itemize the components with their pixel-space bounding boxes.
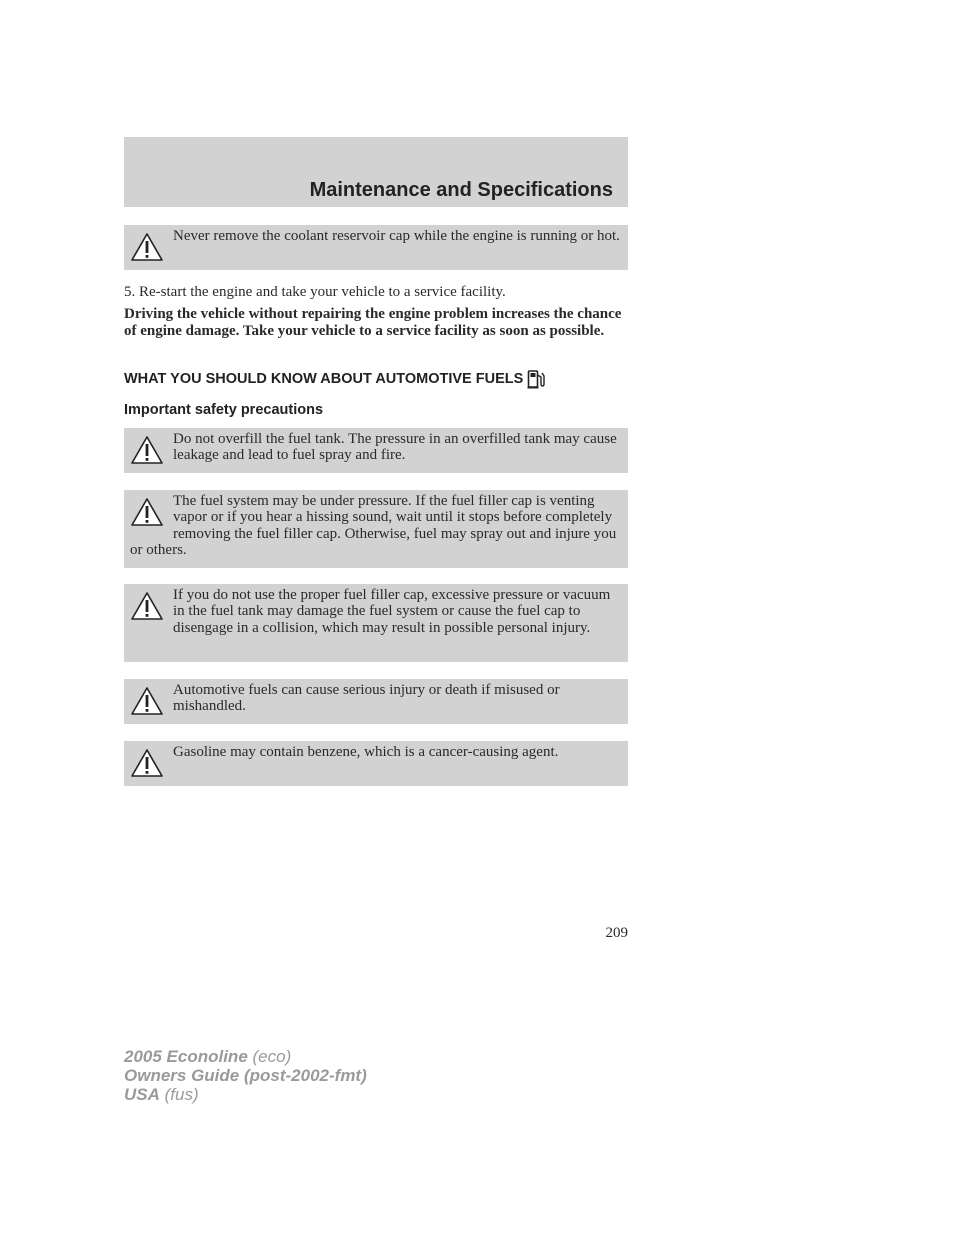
warning-text: Do not overfill the fuel tank. The pressure in an overfilled tank may cause leakage and lead to fuel spray and fire.	[173, 431, 617, 464]
footer-guide: Owners Guide (post-2002-fmt)	[124, 1066, 367, 1085]
footer-line-1	[124, 1047, 367, 1066]
sub-heading: Important safety precautions	[124, 402, 324, 418]
warning-box-coolant	[124, 225, 628, 270]
engine-damage-note: Driving the vehicle without repairing the engine problem increases the chance of engine damage. Take your vehicle to a service facility as soon as possible.	[124, 306, 622, 339]
warning-text: Gasoline may contain benzene, which is a cancer-causing agent.	[173, 744, 559, 760]
warning-box-filler-cap	[124, 584, 628, 662]
document-footer	[124, 1047, 367, 1104]
warning-box-misuse	[124, 679, 628, 724]
warning-box-overfill	[124, 428, 628, 473]
warning-text: Never remove the coolant reservoir cap while the engine is running or hot.	[173, 228, 620, 244]
warning-triangle-icon	[130, 748, 164, 778]
warning-triangle-icon	[130, 591, 164, 621]
section-heading-text: WHAT YOU SHOULD KNOW ABOUT AUTOMOTIVE FUELS	[124, 371, 524, 387]
fuel-pump-icon	[527, 369, 545, 389]
warning-triangle-icon	[130, 435, 164, 465]
warning-text: The fuel system may be under pressure. If the fuel filler cap is venting vapor or if you hear a hissing sound, wait until it stops before completely removing the fuel filler cap. Otherwise, fuel may spray out and injure you or others.	[130, 493, 617, 559]
footer-line-2	[124, 1066, 367, 1085]
footer-region-code: (fus)	[164, 1085, 199, 1104]
warning-box-benzene	[124, 741, 628, 786]
footer-model: 2005 Econoline	[124, 1047, 248, 1066]
page-number: 209	[605, 925, 628, 941]
warning-triangle-icon	[130, 232, 164, 262]
section-heading	[124, 369, 545, 389]
footer-region: USA	[124, 1085, 160, 1104]
warning-box-pressure	[124, 490, 628, 568]
step-5-text: 5. Re-start the engine and take your vehicle to a service facility.	[124, 284, 506, 300]
page-title: Maintenance and Specifications	[309, 179, 613, 201]
warning-text: Automotive fuels can cause serious injury or death if misused or mishandled.	[173, 682, 560, 715]
footer-model-code: (eco)	[252, 1047, 292, 1066]
header-band	[124, 137, 628, 207]
warning-text: If you do not use the proper fuel filler cap, excessive pressure or vacuum in the fuel tank may damage the fuel system or cause the fuel cap to disengage in a collision, which may result in possible personal injury.	[173, 587, 611, 636]
warning-triangle-icon	[130, 686, 164, 716]
warning-triangle-icon	[130, 497, 164, 527]
footer-line-3	[124, 1085, 367, 1104]
